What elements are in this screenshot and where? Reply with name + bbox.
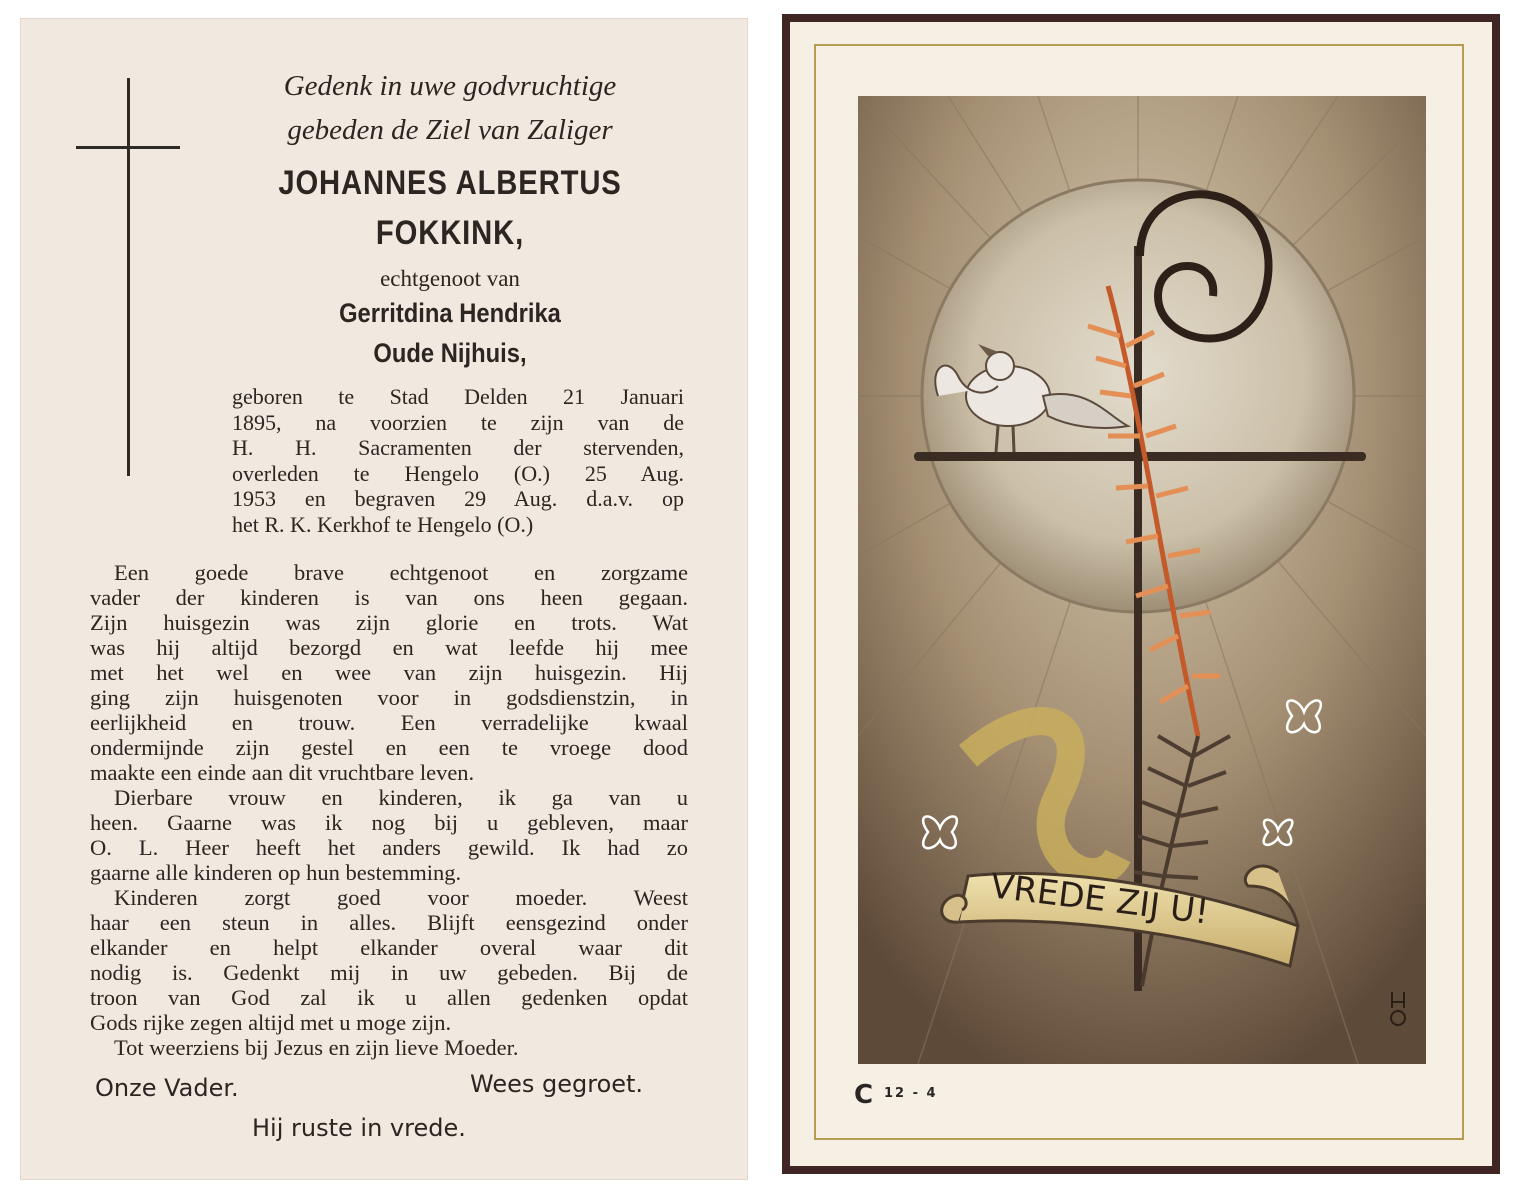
intro-text xyxy=(200,64,700,152)
cross-icon-vertical xyxy=(127,78,130,476)
body-line: maakte een einde aan dit vruchtbare leven. xyxy=(90,760,475,785)
spouse-intro: echtgenoot van xyxy=(380,266,520,291)
banner-text: VREDE ZIJ U! xyxy=(988,866,1211,933)
memorial-card-image-side xyxy=(782,14,1500,1174)
bio-line: H. H. Sacramenten der stervenden, xyxy=(232,435,684,460)
body-line: ondermijnde zijn gestel en een te vroege dood xyxy=(90,735,688,760)
cross-icon-horizontal xyxy=(76,146,180,149)
body-line: troon van God zal ik u allen gedenken opdat xyxy=(90,985,688,1010)
chi-rho-illustration xyxy=(858,96,1426,1064)
bio-line: 1895, na voorzien te zijn van de xyxy=(232,409,684,435)
body-line: haar een steun in alles. Blijft eensgezind onder xyxy=(90,910,688,935)
body-line: O. L. Heer heeft het anders gewild. Ik had zo xyxy=(90,835,688,860)
spouse-name-line-1: Gerritdina Hendrika xyxy=(339,298,561,328)
cross-beam xyxy=(914,452,1366,461)
bio-line: 1953 en begraven 29 Aug. d.a.v. op xyxy=(232,486,684,511)
spouse-name-line-2: Oude Nijhuis, xyxy=(373,338,527,368)
body-line: Zijn huisgezin was zijn glorie en trots. Wat xyxy=(90,610,688,635)
body-line: met het wel en wee van zijn huisgezin. Hij xyxy=(90,660,688,685)
body-line: Dierbare vrouw en kinderen, ik ga van u xyxy=(114,785,688,810)
deceased-name-line-1: JOHANNES ALBERTUS xyxy=(278,164,622,202)
bio-line: geboren te Stad Delden 21 Januari xyxy=(232,384,684,409)
intro-line: gebeden de Ziel van Zaliger xyxy=(287,114,613,146)
body-line: ging zijn huisgenoten voor in godsdienstzin, in xyxy=(90,685,688,710)
body-line: eerlijkheid en trouw. Een verradelijke kwaal xyxy=(90,710,688,735)
prayer-hail-mary: Wees gegroet. xyxy=(470,1070,644,1098)
deceased-name-line-2: FOKKINK, xyxy=(375,214,525,252)
prayer-our-father: Onze Vader. xyxy=(95,1074,239,1102)
card-paper xyxy=(790,22,1492,1166)
body-line: vader der kinderen is van ons heen gegaan. xyxy=(90,585,688,610)
body-line: Kinderen zorgt goed voor moeder. Weest xyxy=(114,885,688,910)
bio-line: overleden te Hengelo (O.) 25 Aug. xyxy=(232,460,684,486)
biography-block xyxy=(232,384,684,537)
bio-line: het R. K. Kerkhof te Hengelo (O.) xyxy=(232,511,534,537)
card-code: 12 - 4 xyxy=(884,1086,938,1101)
closing-line: Hij ruste in vrede. xyxy=(252,1114,466,1142)
intro-line: Gedenk in uwe godvruchtige xyxy=(283,70,617,102)
cross-staff xyxy=(1134,246,1142,991)
body-line: elkander en helpt elkander overal waar dit xyxy=(90,935,688,960)
publisher-mark: C xyxy=(854,1080,874,1110)
body-line: Een goede brave echtgenoot en zorgzame xyxy=(114,560,688,585)
body-line: Gods rijke zegen altijd met u moge zijn. xyxy=(90,1010,452,1035)
body-line: Tot weerziens bij Jezus en zijn lieve Moeder. xyxy=(114,1035,519,1060)
body-line: heen. Gaarne was ik nog bij u gebleven, maar xyxy=(90,810,688,835)
memorial-body-text xyxy=(90,560,688,1060)
body-line: was hij altijd bezorgd en wat leefde hij mee xyxy=(90,635,688,660)
body-line: gaarne alle kinderen op hun bestemming. xyxy=(90,860,462,885)
body-line: nodig is. Gedenkt mij in uw gebeden. Bij de xyxy=(90,960,688,985)
